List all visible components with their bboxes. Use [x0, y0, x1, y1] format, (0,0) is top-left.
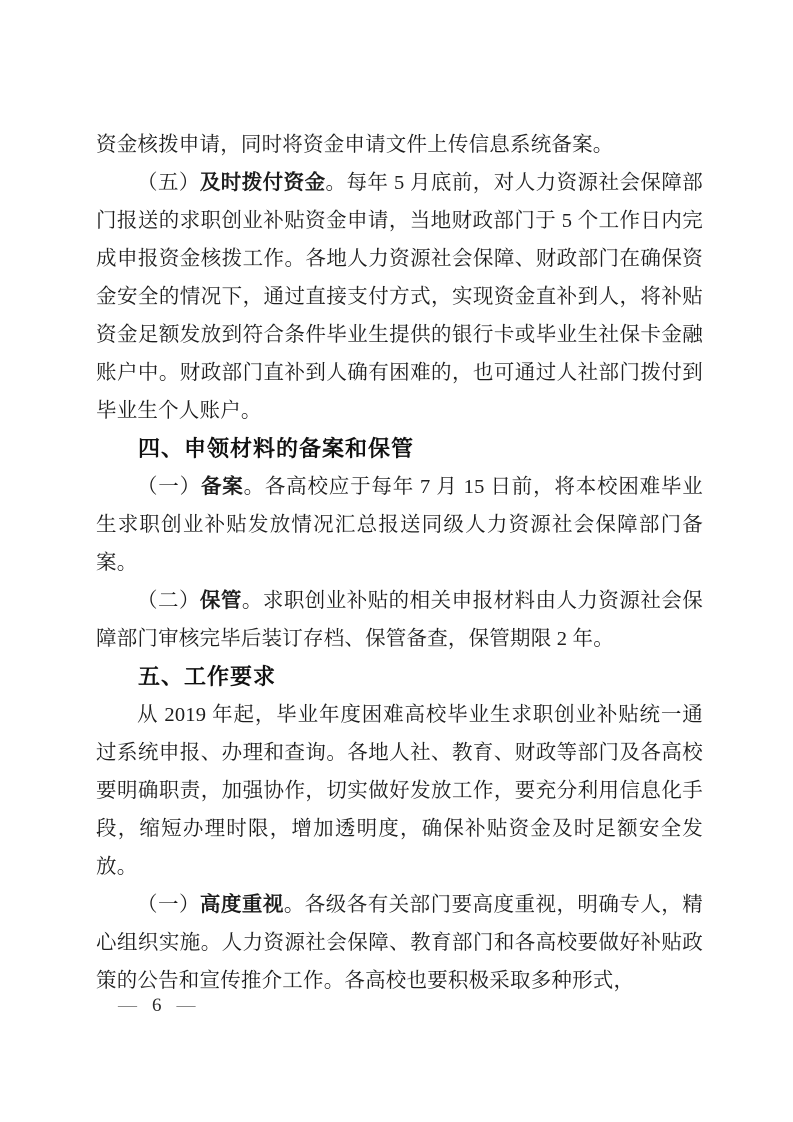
document-body — [96, 126, 703, 1000]
item-text: 。各高校应于每年 7 月 15 日前，将本校困难毕业生求职创业补贴发放情况汇总报送同级人力资源社会保障部门备案。 — [96, 476, 703, 574]
item-title: 高度重视 — [199, 894, 284, 916]
body-paragraph — [96, 886, 703, 1000]
page-number-value: 6 — [152, 995, 162, 1016]
item-number: （二） — [137, 590, 200, 612]
body-paragraph — [96, 468, 703, 582]
item-number: （五） — [137, 172, 200, 194]
page-number-dash-right: — — [176, 995, 196, 1016]
body-paragraph — [96, 164, 703, 430]
body-paragraph: 从 2019 年起，毕业年度困难高校毕业生求职创业补贴统一通过系统申报、办理和查询。各地人社、教育、财政等部门及各高校要明确职责，加强协作，切实做好发放工作，要充分利用信息化手段，缩短办理时限，增加透明度，确保补贴资金及时足额安全发放。 — [96, 704, 703, 878]
section-heading: 五、工作要求 — [138, 664, 277, 689]
item-text: 。求职创业补贴的相关申报材料由人力资源社会保障部门审核完毕后装订存档、保管备查，保管期限 2 年。 — [96, 590, 703, 650]
item-title: 保管 — [199, 590, 242, 612]
body-paragraph: 资金核拨申请，同时将资金申请文件上传信息系统备案。 — [96, 134, 614, 156]
item-title: 及时拨付资金 — [199, 172, 326, 194]
body-paragraph — [96, 582, 703, 658]
item-text: 。每年 5 月底前，对人力资源社会保障部门报送的求职创业补贴资金申请，当地财政部门于 5 个工作日内完成申报资金核拨工作。各地人力资源社会保障、财政部门在确保资金安全的情况下，通过直接支付方式，实现资金直补到人，将补贴资金足额发放到符合条件毕业生提供的银行卡或毕业生社保卡金融账户中。财政部门直补到人确有困难的，也可通过人社部门拨付到毕业生个人账户。 — [96, 172, 703, 422]
page-number-dash-left: — — [118, 995, 137, 1016]
item-text: 。各级各有关部门要高度重视，明确专人，精心组织实施。人力资源社会保障、教育部门和各高校要做好补贴政策的公告和宣传推介工作。各高校也要积极采取多种形式， — [96, 894, 703, 992]
item-title: 备案 — [200, 476, 244, 498]
item-number: （一） — [137, 476, 201, 498]
item-number: （一） — [137, 894, 200, 916]
section-heading: 四、申领材料的备案和保管 — [138, 436, 415, 461]
page-number — [118, 994, 196, 1018]
